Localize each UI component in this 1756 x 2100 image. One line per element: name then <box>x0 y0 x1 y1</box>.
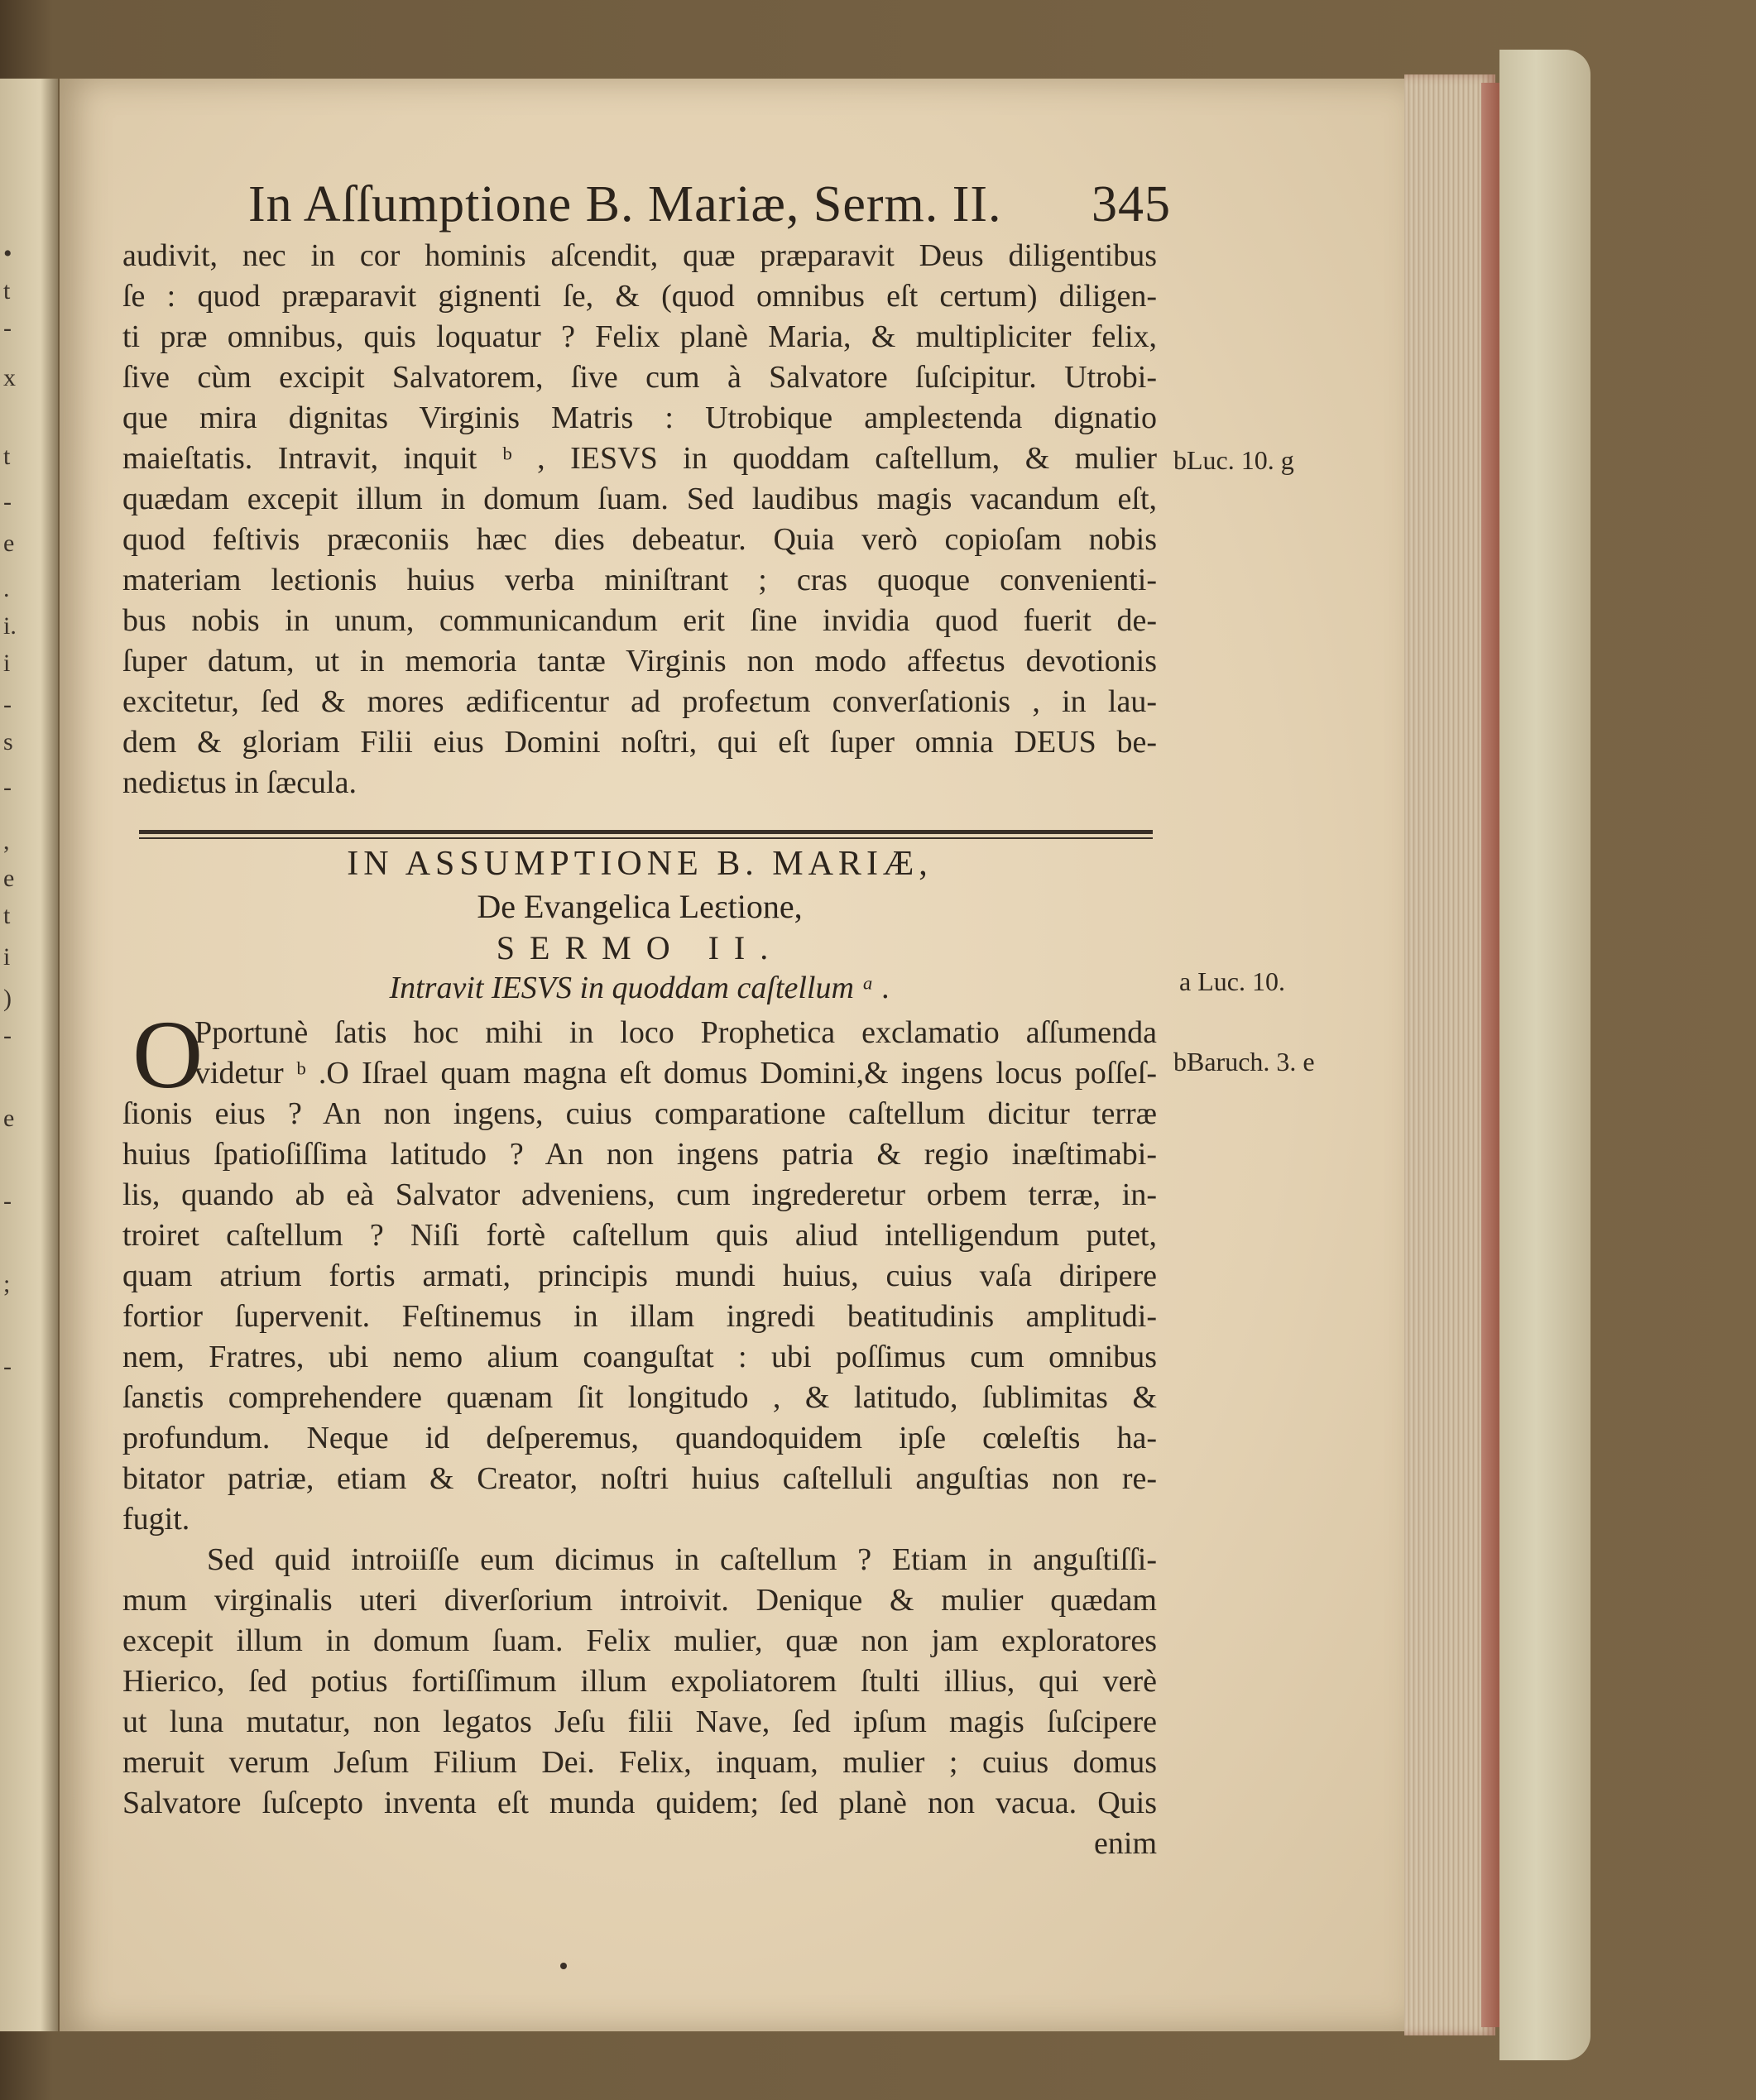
text-line: maieſtatis. Intravit, inquit ᵇ , IESVS in quoddam caſtellum, & mulier <box>122 441 1157 476</box>
left-margin-fragment: e <box>3 865 15 892</box>
text-line: fortior ſupervenit. Feſtinemus in illam ingredi beatitudinis amplitudi- <box>122 1299 1157 1334</box>
left-margin-fragment: t <box>3 277 11 304</box>
margin-note: bBaruch. 3. e <box>1173 1047 1315 1076</box>
left-margin-fragment: - <box>3 488 12 515</box>
left-page-edge <box>0 79 58 2031</box>
text-line: Pportunè ſatis hoc mihi in loco Prophetica exclamatio aſſumenda <box>194 1015 1157 1050</box>
text-line: Sed quid introiiſſe eum dicimus in caſtellum ? Etiam in anguſtiſſi- <box>207 1542 1157 1577</box>
left-margin-fragment: e <box>3 530 15 557</box>
left-margin-fragment: - <box>3 1353 12 1380</box>
ink-dot <box>560 1963 567 1969</box>
text-line: quod feſtivis præconiis hæc dies debeatur. Quia verò copioſam nobis <box>122 522 1157 557</box>
text-line: huius ſpatioſiſſima latitudo ? An non ingens patria & regio inæſtimabi- <box>122 1137 1157 1172</box>
section-rule-thick <box>139 830 1153 834</box>
text-line: Hierico, ſed potius fortiſſimum illum expoliatorem ſtulti illius, qui verè <box>122 1664 1157 1699</box>
left-margin-fragment: i. <box>3 612 17 640</box>
left-margin-fragment: ; <box>3 1270 11 1297</box>
text-line: ut luna mutatur, non legatos Jeſu filii Nave, ſed ipſum magis ſuſcipere <box>122 1704 1157 1739</box>
left-margin-fragment: e <box>3 1105 15 1132</box>
text-line: audivit, nec in cor hominis aſcendit, quæ præparavit Deus diligentibus <box>122 238 1157 273</box>
left-margin-fragment: - <box>3 1187 12 1215</box>
text-line: quædam excepit illum in domum ſuam. Sed laudibus magis vacandum eſt, <box>122 482 1157 516</box>
left-margin-fragment: , <box>3 827 10 855</box>
book-cover <box>1499 50 1590 2060</box>
text-line: ti præ omnibus, quis loquatur ? Felix planè Maria, & multipliciter felix, <box>122 319 1157 354</box>
page-number: 345 <box>1092 176 1171 233</box>
text-line: profundum. Neque id deſperemus, quandoquidem ipſe cœleſtis ha- <box>122 1421 1157 1455</box>
left-margin-fragment: i <box>3 650 11 677</box>
running-title: In Aſſumptione B. Mariæ, Serm. II. <box>248 176 1002 233</box>
text-line: dem & gloriam Filii eius Domini noſtri, qui eſt ſuper omnia DEUS be- <box>122 725 1157 760</box>
text-line: mum virginalis uteri diverſorium introivit. Denique & mulier quædam <box>122 1583 1157 1618</box>
left-margin-fragment: - <box>3 774 12 801</box>
text-line: materiam leɛtionis huius verba miniſtrant ; cras quoque convenienti- <box>122 563 1157 597</box>
text-line: meruit verum Jeſum Filium Dei. Felix, inquam, mulier ; cuius domus <box>122 1745 1157 1780</box>
section-title: IN ASSUMPTIONE B. MARIÆ, <box>347 845 933 883</box>
text-line: nediɛtus in ſæcula. <box>122 765 357 800</box>
text-line: bitator patriæ, etiam & Creator, noſtri huius caſtelluli anguſtias non re- <box>122 1461 1157 1496</box>
left-margin-fragment: t <box>3 443 11 470</box>
text-line: que mira dignitas Virginis Matris : Utrobique ampleɛtenda dignatio <box>122 400 1157 435</box>
running-header <box>248 175 1171 234</box>
section-subtitle: De Evangelica Leɛtione, <box>477 888 803 925</box>
left-margin-fragment: . <box>3 575 10 602</box>
scripture-verse: Intravit IESVS in quoddam caſtellum ᵃ . <box>389 971 890 1005</box>
left-margin-fragment: x <box>3 364 16 391</box>
text-line: fugit. <box>122 1502 190 1537</box>
margin-note: bLuc. 10. g <box>1173 445 1294 475</box>
left-margin-fragment: - <box>3 314 12 342</box>
text-line: ſanɛtis comprehendere quænam ſit longitudo , & latitudo, ſublimitas & <box>122 1380 1157 1415</box>
text-line: excitetur, ſed & mores ædificentur ad profeɛtum converſationis , in lau- <box>122 684 1157 719</box>
text-line: troiret caſtellum ? Niſi fortè caſtellum quis aliud intelligendum putet, <box>122 1218 1157 1253</box>
catchword: enim <box>1094 1826 1157 1861</box>
text-line: ſe : quod præparavit gignenti ſe, & (quod omnibus eſt certum) diligen- <box>122 279 1157 314</box>
left-margin-fragment: ) <box>3 985 12 1012</box>
left-margin-fragment: • <box>3 240 12 267</box>
text-line: quam atrium fortis armati, principis mundi huius, cuius vaſa diripere <box>122 1259 1157 1293</box>
text-line: ſionis eius ? An non ingens, cuius comparatione caſtellum dicitur terræ <box>122 1096 1157 1131</box>
red-gilt-edge <box>1481 83 1499 2027</box>
left-margin-fragment: t <box>3 902 11 929</box>
text-line: ſuper datum, ut in memoria tantæ Virginis non modo affeɛtus devotionis <box>122 644 1157 678</box>
text-line: ſive cùm excipit Salvatorem, ſive cum à Salvatore ſuſcipitur. Utrobi- <box>122 360 1157 395</box>
text-line: videtur ᵇ .O Iſrael quam magna eſt domus Domini,& ingens locus poſſeſ- <box>194 1056 1157 1091</box>
text-line: lis, quando ab eà Salvator adveniens, cum ingrederetur orbem terræ, in- <box>122 1177 1157 1212</box>
text-line: nem, Fratres, ubi nemo alium coanguſtat : ubi poſſimus cum omnibus <box>122 1340 1157 1374</box>
left-margin-fragment: s <box>3 728 13 755</box>
section-rule-thin <box>139 837 1153 839</box>
left-margin-fragment: - <box>3 691 12 718</box>
left-margin-fragment: i <box>3 943 11 971</box>
drop-cap: O <box>132 1000 204 1109</box>
text-line: bus nobis in unum, communicandum erit ſine invidia quod fuerit de- <box>122 603 1157 638</box>
text-line: Salvatore ſuſcepto inventa eſt munda quidem; ſed planè non vacua. Quis <box>122 1786 1157 1820</box>
left-margin-fragment: - <box>3 1022 12 1049</box>
sermon-number: SERMO II. <box>496 929 784 966</box>
text-line: excepit illum in domum ſuam. Felix mulier, quæ non jam exploratores <box>122 1623 1157 1658</box>
margin-note: a Luc. 10. <box>1179 966 1285 996</box>
